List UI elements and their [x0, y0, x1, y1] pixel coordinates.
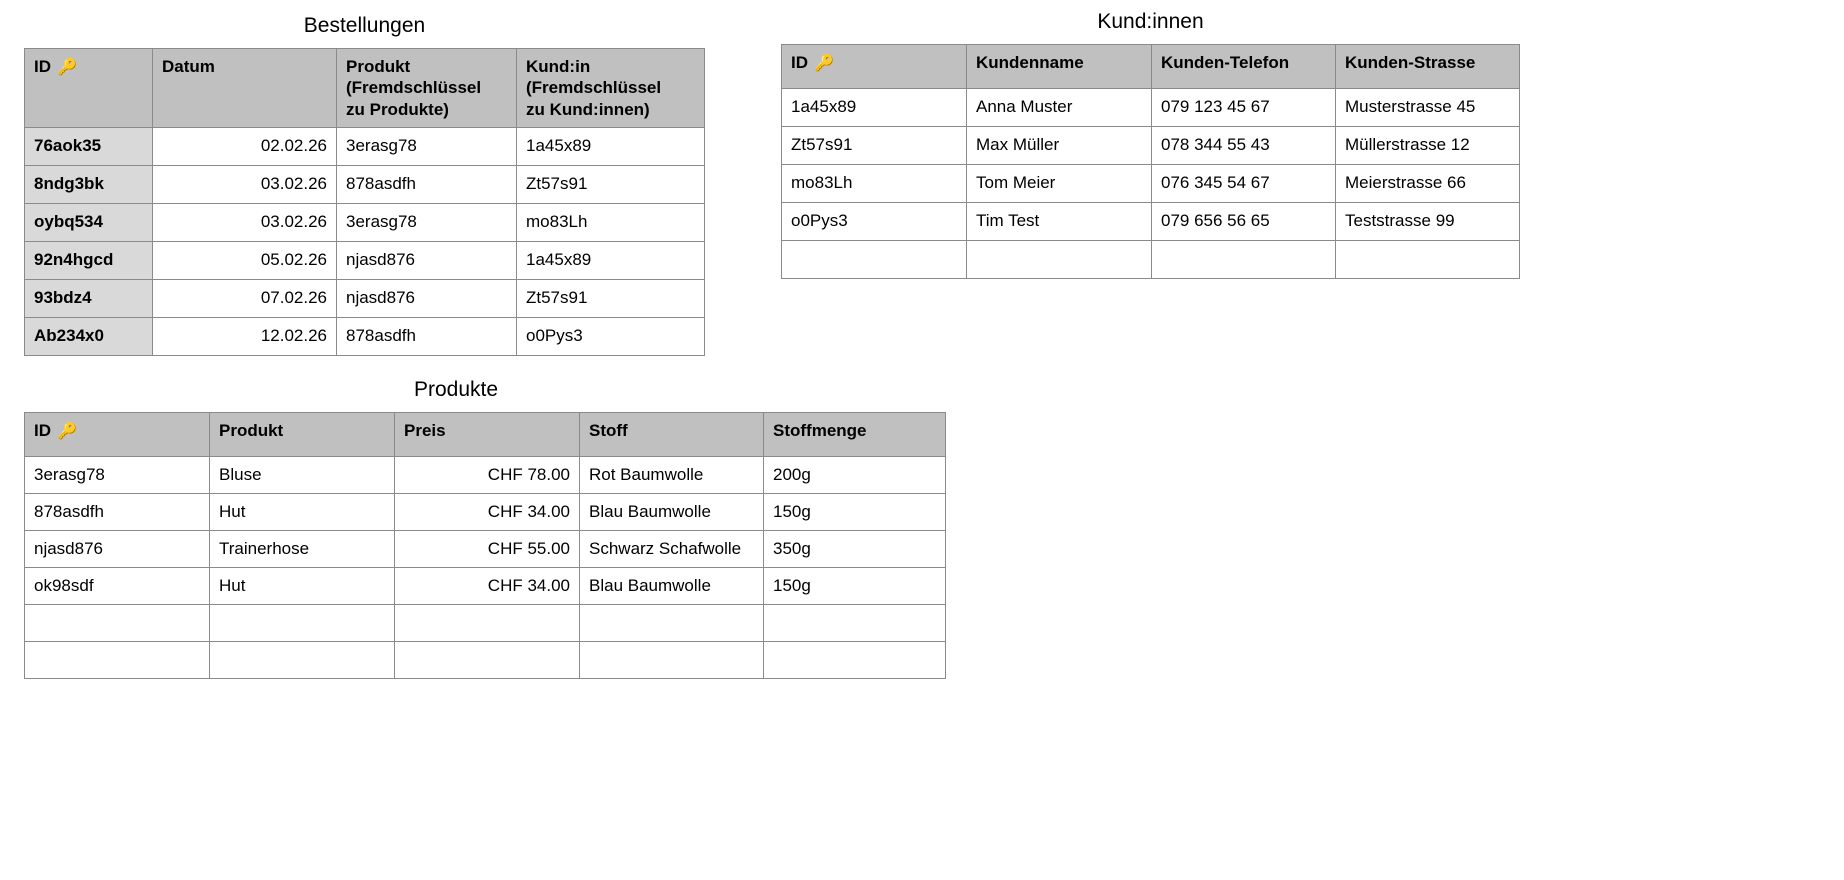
- cell-datum: 12.02.26: [153, 317, 337, 355]
- produkte-title: Produkte: [414, 378, 499, 401]
- cell-strasse: [1336, 241, 1520, 279]
- cell-id: [25, 605, 210, 642]
- cell-id: o0Pys3: [782, 203, 967, 241]
- kundinnen-table-block: [781, 10, 1520, 279]
- cell-id: [782, 241, 967, 279]
- column-header-stoff: Stoff: [580, 413, 764, 457]
- cell-preis: CHF 34.00: [395, 568, 580, 605]
- cell-produkt: njasd876: [337, 241, 517, 279]
- cell-id: 3erasg78: [25, 457, 210, 494]
- table-row: [25, 494, 946, 531]
- cell-preis: CHF 78.00: [395, 457, 580, 494]
- column-header-preis: Preis: [395, 413, 580, 457]
- primary-key-icon: 🔑: [57, 423, 77, 440]
- cell-datum: 05.02.26: [153, 241, 337, 279]
- column-header-id: [782, 45, 967, 89]
- column-header-id: [25, 49, 153, 128]
- cell-kundin: 1a45x89: [517, 127, 705, 165]
- cell-strasse: Teststrasse 99: [1336, 203, 1520, 241]
- table-row: [25, 568, 946, 605]
- column-header-stoffmenge: Stoffmenge: [764, 413, 946, 457]
- table-row: [782, 89, 1520, 127]
- bestellungen-table-block: [24, 14, 705, 356]
- cell-produkt: 3erasg78: [337, 203, 517, 241]
- table-header-row: [25, 413, 946, 457]
- cell-produkt: Hut: [210, 494, 395, 531]
- column-header-kunden-telefon: Kunden-Telefon: [1152, 45, 1336, 89]
- column-header-datum: [153, 49, 337, 128]
- cell-id: 92n4hgcd: [25, 241, 153, 279]
- cell-stoffmenge: [764, 605, 946, 642]
- column-header-produkt-fk: [337, 49, 517, 128]
- cell-datum: 02.02.26: [153, 127, 337, 165]
- cell-stoffmenge: 350g: [764, 531, 946, 568]
- column-header-id-label: ID: [34, 57, 51, 76]
- cell-id: Zt57s91: [782, 127, 967, 165]
- cell-id: 1a45x89: [782, 89, 967, 127]
- produkte-data-table: [24, 412, 946, 679]
- cell-id: [25, 642, 210, 679]
- cell-produkt: 878asdfh: [337, 165, 517, 203]
- cell-id: 76aok35: [25, 127, 153, 165]
- table-row: [25, 642, 946, 679]
- cell-telefon: 076 345 54 67: [1152, 165, 1336, 203]
- table-row: [25, 279, 705, 317]
- cell-stoff: Blau Baumwolle: [580, 494, 764, 531]
- column-header-id-label: ID: [791, 53, 808, 72]
- cell-produkt: Trainerhose: [210, 531, 395, 568]
- cell-stoff: Rot Baumwolle: [580, 457, 764, 494]
- table-row: [25, 165, 705, 203]
- cell-produkt: 878asdfh: [337, 317, 517, 355]
- cell-stoffmenge: 200g: [764, 457, 946, 494]
- cell-stoffmenge: [764, 642, 946, 679]
- bestellungen-title: Bestellungen: [303, 14, 426, 37]
- table-row: [25, 127, 705, 165]
- column-header-kundin-fk-line3: zu Kund:innen): [526, 99, 650, 119]
- column-header-id: [25, 413, 210, 457]
- cell-kundenname: Max Müller: [967, 127, 1152, 165]
- kundinnen-title: Kund:innen: [1097, 10, 1204, 33]
- cell-id: ok98sdf: [25, 568, 210, 605]
- column-header-produkt-fk-line1: Produkt: [346, 57, 411, 76]
- cell-stoff: [580, 605, 764, 642]
- cell-produkt: [210, 642, 395, 679]
- table-row: [782, 241, 1520, 279]
- cell-kundenname: Tim Test: [967, 203, 1152, 241]
- cell-stoffmenge: 150g: [764, 494, 946, 531]
- cell-produkt: njasd876: [337, 279, 517, 317]
- table-row: [25, 241, 705, 279]
- cell-id: Ab234x0: [25, 317, 153, 355]
- cell-kundenname: [967, 241, 1152, 279]
- cell-telefon: 078 344 55 43: [1152, 127, 1336, 165]
- cell-kundin: o0Pys3: [517, 317, 705, 355]
- primary-key-icon: 🔑: [814, 55, 834, 72]
- table-row: [25, 317, 705, 355]
- table-header-row: [782, 45, 1520, 89]
- column-header-kunden-strasse: Kunden-Strasse: [1336, 45, 1520, 89]
- table-header-row: [25, 49, 705, 128]
- produkte-table-block: [24, 378, 946, 679]
- cell-kundin: Zt57s91: [517, 279, 705, 317]
- cell-kundenname: Tom Meier: [967, 165, 1152, 203]
- column-header-datum-label: Datum: [162, 57, 215, 76]
- table-row: [25, 457, 946, 494]
- cell-preis: [395, 605, 580, 642]
- cell-strasse: Meierstrasse 66: [1336, 165, 1520, 203]
- cell-id: oybq534: [25, 203, 153, 241]
- table-row: [782, 165, 1520, 203]
- cell-kundin: 1a45x89: [517, 241, 705, 279]
- cell-stoff: [580, 642, 764, 679]
- cell-kundin: mo83Lh: [517, 203, 705, 241]
- cell-telefon: 079 656 56 65: [1152, 203, 1336, 241]
- cell-produkt: Bluse: [210, 457, 395, 494]
- table-row: [25, 531, 946, 568]
- cell-id: 8ndg3bk: [25, 165, 153, 203]
- primary-key-icon: 🔑: [57, 59, 77, 76]
- bestellungen-data-table: [24, 48, 705, 356]
- cell-datum: 07.02.26: [153, 279, 337, 317]
- cell-id: 878asdfh: [25, 494, 210, 531]
- table-row: [782, 127, 1520, 165]
- kundinnen-data-table: [781, 44, 1520, 279]
- table-row: [782, 203, 1520, 241]
- cell-id: 93bdz4: [25, 279, 153, 317]
- cell-preis: [395, 642, 580, 679]
- column-header-produkt: Produkt: [210, 413, 395, 457]
- cell-stoff: Schwarz Schafwolle: [580, 531, 764, 568]
- table-row: [25, 605, 946, 642]
- cell-kundin: Zt57s91: [517, 165, 705, 203]
- cell-kundenname: Anna Muster: [967, 89, 1152, 127]
- column-header-produkt-fk-line2: (Fremdschlüssel: [346, 78, 482, 98]
- column-header-kundin-fk: [517, 49, 705, 128]
- cell-id: mo83Lh: [782, 165, 967, 203]
- column-header-kundin-fk-line2: (Fremdschlüssel: [526, 78, 662, 98]
- cell-strasse: Müllerstrasse 12: [1336, 127, 1520, 165]
- cell-telefon: 079 123 45 67: [1152, 89, 1336, 127]
- column-header-kundenname: Kundenname: [967, 45, 1152, 89]
- cell-id: njasd876: [25, 531, 210, 568]
- cell-stoffmenge: 150g: [764, 568, 946, 605]
- cell-produkt: [210, 605, 395, 642]
- column-header-kundin-fk-line1: Kund:in: [526, 57, 591, 76]
- column-header-id-label: ID: [34, 421, 51, 440]
- cell-datum: 03.02.26: [153, 203, 337, 241]
- cell-produkt: 3erasg78: [337, 127, 517, 165]
- cell-preis: CHF 55.00: [395, 531, 580, 568]
- cell-datum: 03.02.26: [153, 165, 337, 203]
- column-header-produkt-fk-line3: zu Produkte): [346, 99, 449, 119]
- cell-telefon: [1152, 241, 1336, 279]
- cell-preis: CHF 34.00: [395, 494, 580, 531]
- cell-produkt: Hut: [210, 568, 395, 605]
- cell-stoff: Blau Baumwolle: [580, 568, 764, 605]
- cell-strasse: Musterstrasse 45: [1336, 89, 1520, 127]
- table-row: [25, 203, 705, 241]
